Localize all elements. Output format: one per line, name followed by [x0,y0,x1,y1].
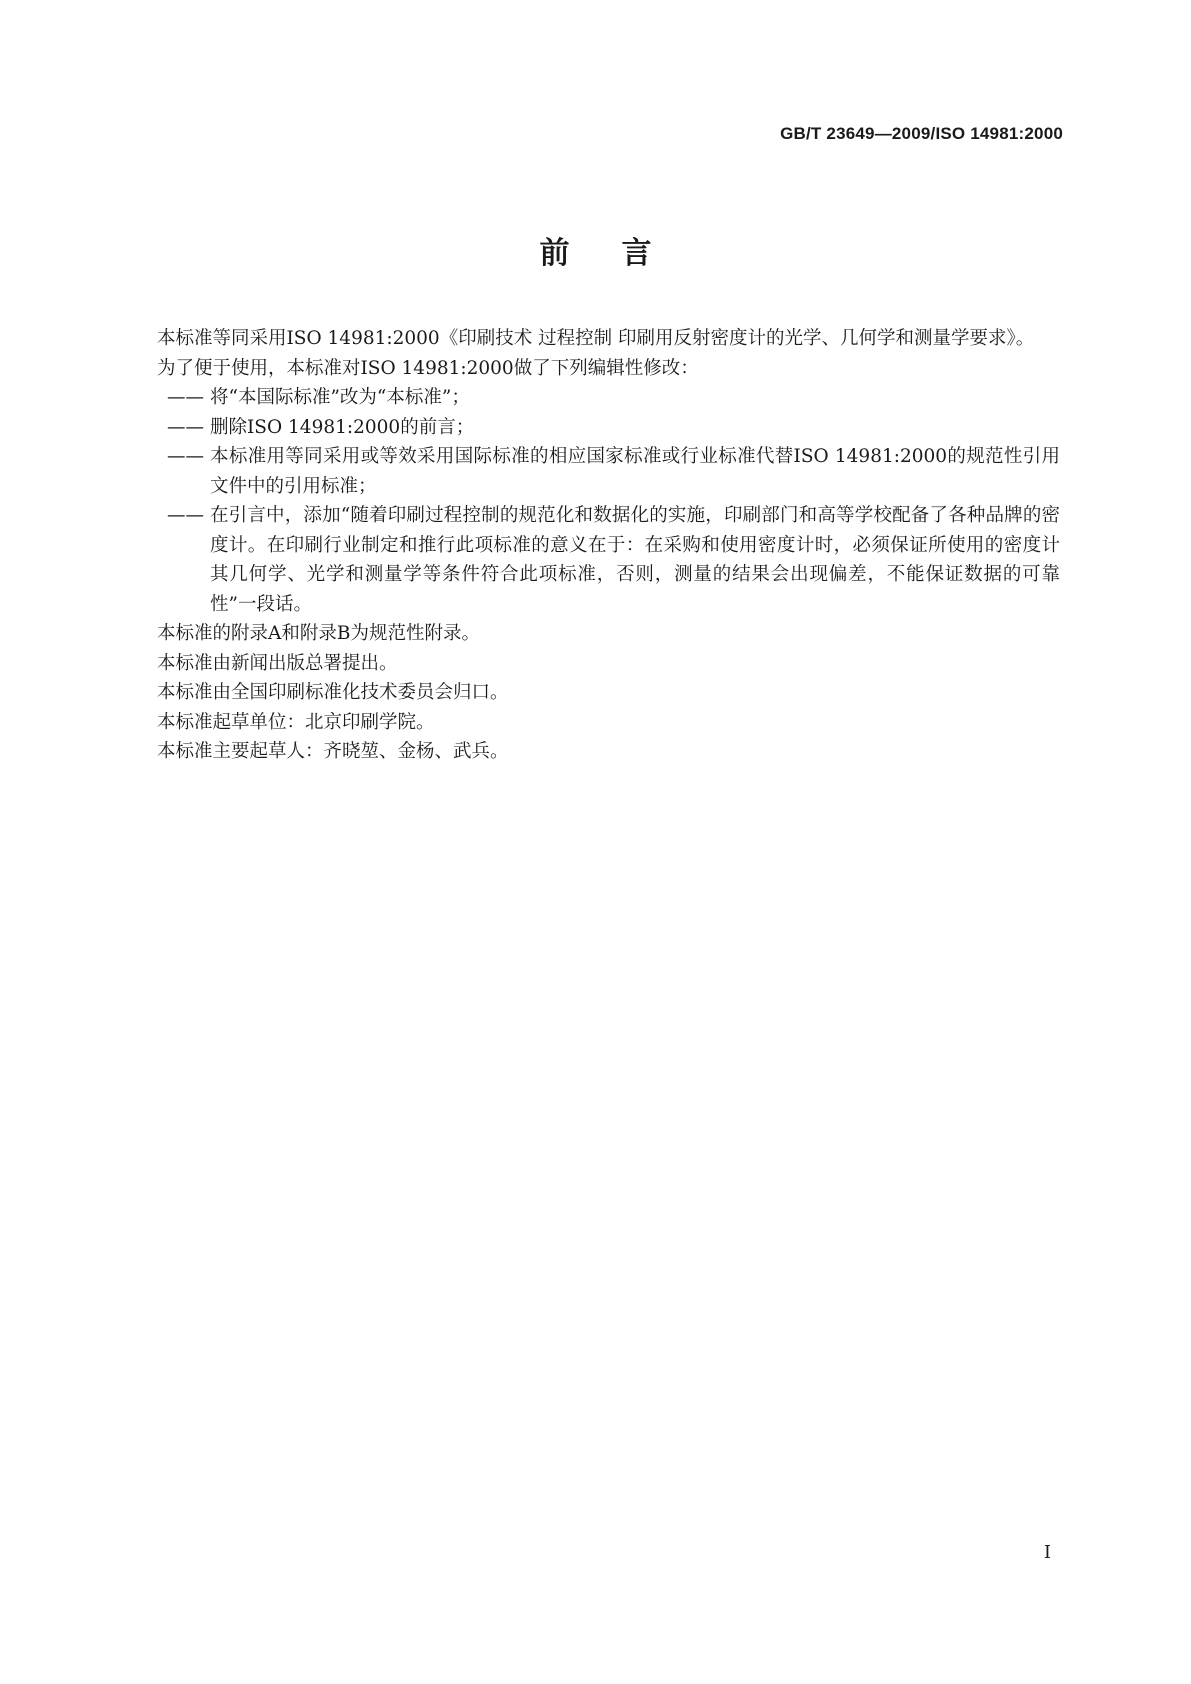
list-item [120,501,1060,619]
list-item-text: 在引言中，添加“随着印刷过程控制的规范化和数据化的实施，印刷部门和高等学校配备了各种品牌的密度计。在印刷行业制定和推行此项标准的意义在于：在采购和使用密度计时，必须保证所使用的密度计其几何学、光学和测量学等条件符合此项标准，否则，测量的结果会出现偏差，不能保证数据的可靠性”一段话。 [210,505,1060,615]
dash-marker: —— [167,387,204,408]
paragraph-drafting-unit: 本标准起草单位：北京印刷学院。 [157,711,435,733]
paragraph-drafters: 本标准主要起草人：齐晓堃、金杨、武兵。 [157,741,509,762]
list-item-text: 本标准用等同采用或等效采用国际标准的相应国家标准或行业标准代替ISO 14981:2000的规范性引用文件中的引用标准； [210,446,1060,497]
preface-body [120,324,1060,767]
list-item-text: 删除ISO 14981:2000的前言； [210,416,475,438]
list-item [120,413,1060,443]
list-item [120,383,1060,413]
dash-marker: —— [167,505,204,526]
dash-marker: —— [167,416,204,438]
list-item [120,442,1060,501]
paragraph-committee: 本标准由全国印刷标准化技术委员会归口。 [157,682,509,703]
page-number: I [1043,1542,1051,1563]
page-title: 前言 [539,236,704,271]
paragraph-modifications-intro: 为了便于使用，本标准对ISO 14981:2000做了下列编辑性修改： [157,357,699,379]
paragraph-annexes: 本标准的附录A和附录B为规范性附录。 [157,623,480,644]
modification-list [120,383,1060,619]
standard-code: GB/T 23649—2009/ISO 14981:2000 [780,124,1063,143]
paragraph-proposer: 本标准由新闻出版总署提出。 [157,652,398,674]
list-item-text: 将“本国际标准”改为“本标准”； [210,387,470,408]
dash-marker: —— [167,446,204,467]
paragraph-adoption: 本标准等同采用ISO 14981:2000《印刷技术 过程控制 印刷用反射密度计的光学、几何学和测量学要求》。 [157,328,1035,349]
